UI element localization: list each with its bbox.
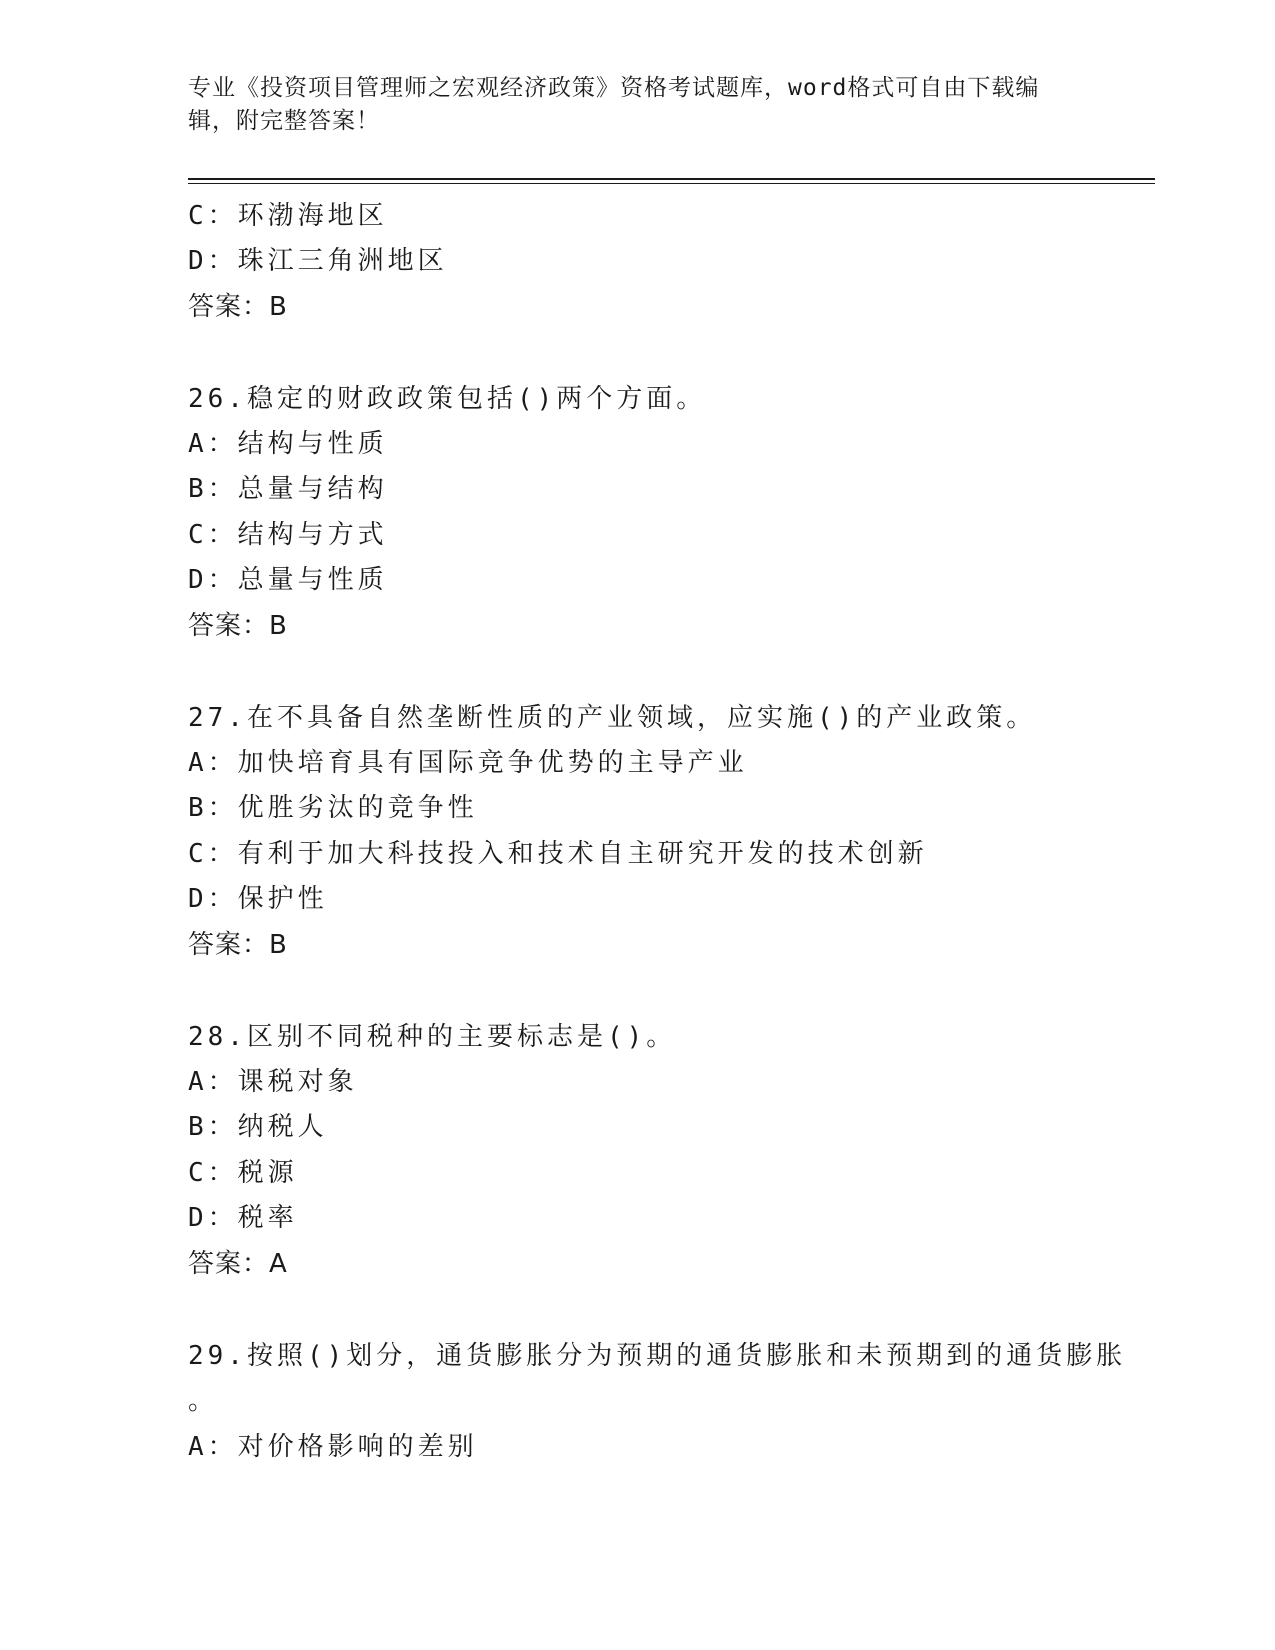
question-line: D：总量与性质 xyxy=(188,565,388,595)
question-line: C：有利于加大科技投入和技术自主研究开发的技术创新 xyxy=(188,839,928,869)
question-line: A：加快培育具有国际竞争优势的主导产业 xyxy=(188,748,748,778)
question-line: 27.在不具备自然垄断性质的产业领域，应实施()的产业政策。 xyxy=(188,703,1037,733)
answer-line: 答案：B xyxy=(188,292,288,322)
question-line: C：税源 xyxy=(188,1158,298,1188)
question-line: B：优胜劣汰的竞争性 xyxy=(188,793,478,823)
question-line: D：保护性 xyxy=(188,884,328,914)
question-line: 28.区别不同税种的主要标志是()。 xyxy=(188,1022,677,1052)
answer-line: 答案：B xyxy=(188,611,288,641)
answer-line: 答案：A xyxy=(188,1249,288,1279)
question-line: A：结构与性质 xyxy=(188,429,388,459)
answer-line: 答案：B xyxy=(188,930,288,960)
page-header: 专业《投资项目管理师之宏观经济政策》资格考试题库，word格式可自由下载编辑，附完整答案！ xyxy=(188,75,1040,134)
question-line: A：对价格影响的差别 xyxy=(188,1432,478,1462)
question-line: D：珠江三角洲地区 xyxy=(188,246,448,276)
question-line: 26.稳定的财政政策包括()两个方面。 xyxy=(188,384,707,414)
header-rule-thick xyxy=(188,178,1155,180)
question-line: C：环渤海地区 xyxy=(188,201,388,231)
question-line: A：课税对象 xyxy=(188,1067,358,1097)
question-line: B：总量与结构 xyxy=(188,474,388,504)
question-line: B：纳税人 xyxy=(188,1112,328,1142)
question-line: 。 xyxy=(188,1386,219,1416)
question-line: 29.按照()划分，通货膨胀分为预期的通货膨胀和未预期到的通货膨胀 xyxy=(188,1341,1127,1371)
question-line: D：税率 xyxy=(188,1203,298,1233)
header-rule-thin xyxy=(188,183,1155,184)
question-line: C：结构与方式 xyxy=(188,520,388,550)
